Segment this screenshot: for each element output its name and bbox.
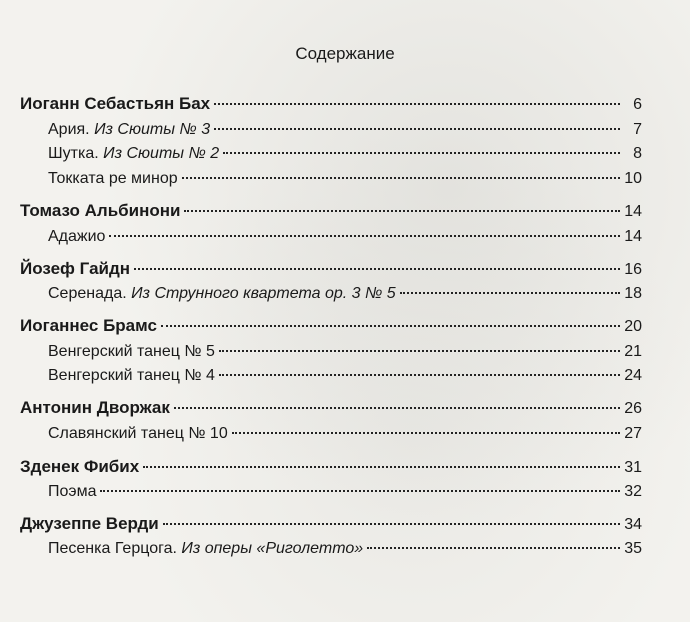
toc-entry-piece	[48, 144, 642, 164]
entry-label: Серенада. Из Струнного квартета ор. 3 № 5	[48, 285, 396, 302]
toc-entry-composer	[20, 259, 642, 280]
dot-leader	[163, 523, 620, 525]
entry-label: Венгерский танец № 4	[48, 367, 215, 384]
toc-entry-composer	[20, 457, 642, 478]
toc-entry-piece	[48, 120, 642, 140]
page-number: 18	[624, 285, 642, 302]
toc-entry-composer	[20, 514, 642, 535]
page-number: 8	[633, 145, 642, 162]
page-number: 16	[624, 261, 642, 278]
dot-leader	[232, 432, 620, 434]
dot-leader	[214, 103, 620, 105]
toc-entry-composer	[20, 316, 642, 337]
dot-leader	[161, 325, 620, 327]
dot-leader	[109, 235, 620, 237]
entry-label: Адажио	[48, 228, 106, 245]
dot-leader	[143, 466, 620, 468]
entry-label: Антонин Дворжак	[20, 398, 170, 417]
toc-entry-piece	[48, 482, 642, 502]
page-number: 14	[624, 203, 642, 220]
dot-leader	[214, 128, 620, 130]
toc-entry-piece	[48, 366, 642, 386]
toc-entry-composer	[20, 94, 642, 115]
dot-leader	[100, 490, 620, 492]
dot-leader	[223, 152, 620, 154]
toc-entry-piece	[48, 342, 642, 362]
dot-leader	[134, 268, 620, 270]
page-number: 32	[624, 483, 642, 500]
toc-entry-piece	[48, 284, 642, 304]
dot-leader	[219, 350, 620, 352]
dot-leader	[182, 177, 620, 179]
toc-entry-piece	[48, 424, 642, 444]
toc-entry-composer	[20, 201, 642, 222]
page-number: 6	[633, 96, 642, 113]
dot-leader	[219, 374, 620, 376]
entry-label: Томазо Альбинони	[20, 201, 181, 220]
page-number: 21	[624, 343, 642, 360]
page-number: 24	[624, 367, 642, 384]
entry-label: Песенка Герцога. Из оперы «Риголетто»	[48, 540, 364, 557]
entry-label: Зденек Фибих	[20, 457, 140, 476]
page-number: 20	[624, 318, 642, 335]
toc-entry-piece	[48, 539, 642, 559]
toc-entry-piece	[48, 169, 642, 189]
page-number: 7	[633, 121, 642, 138]
dot-leader	[174, 407, 620, 409]
entry-label: Славянский танец № 10	[48, 425, 228, 442]
entry-label: Иоганн Себастьян Бах	[20, 94, 211, 113]
page-number: 35	[624, 540, 642, 557]
page-number: 31	[624, 459, 642, 476]
entry-label: Поэма	[48, 483, 97, 500]
entry-label: Йозеф Гайдн	[20, 259, 131, 278]
toc-entry-piece	[48, 227, 642, 247]
entry-label: Ария. Из Сюиты № 3	[48, 121, 211, 138]
entry-label: Венгерский танец № 5	[48, 343, 215, 360]
dot-leader	[367, 547, 620, 549]
page-number: 26	[624, 400, 642, 417]
dot-leader	[400, 292, 620, 294]
page-number: 27	[624, 425, 642, 442]
dot-leader	[184, 210, 620, 212]
entry-label: Токката ре минор	[48, 170, 178, 187]
entry-label: Джузеппе Верди	[20, 514, 159, 533]
page-number: 14	[624, 228, 642, 245]
page-number: 34	[624, 516, 642, 533]
toc-title: Содержание	[295, 44, 395, 63]
toc-entry-composer	[20, 398, 642, 419]
page-number: 10	[624, 170, 642, 187]
entry-label: Шутка. Из Сюиты № 2	[48, 145, 220, 162]
entry-label: Иоганнес Брамс	[20, 316, 157, 335]
